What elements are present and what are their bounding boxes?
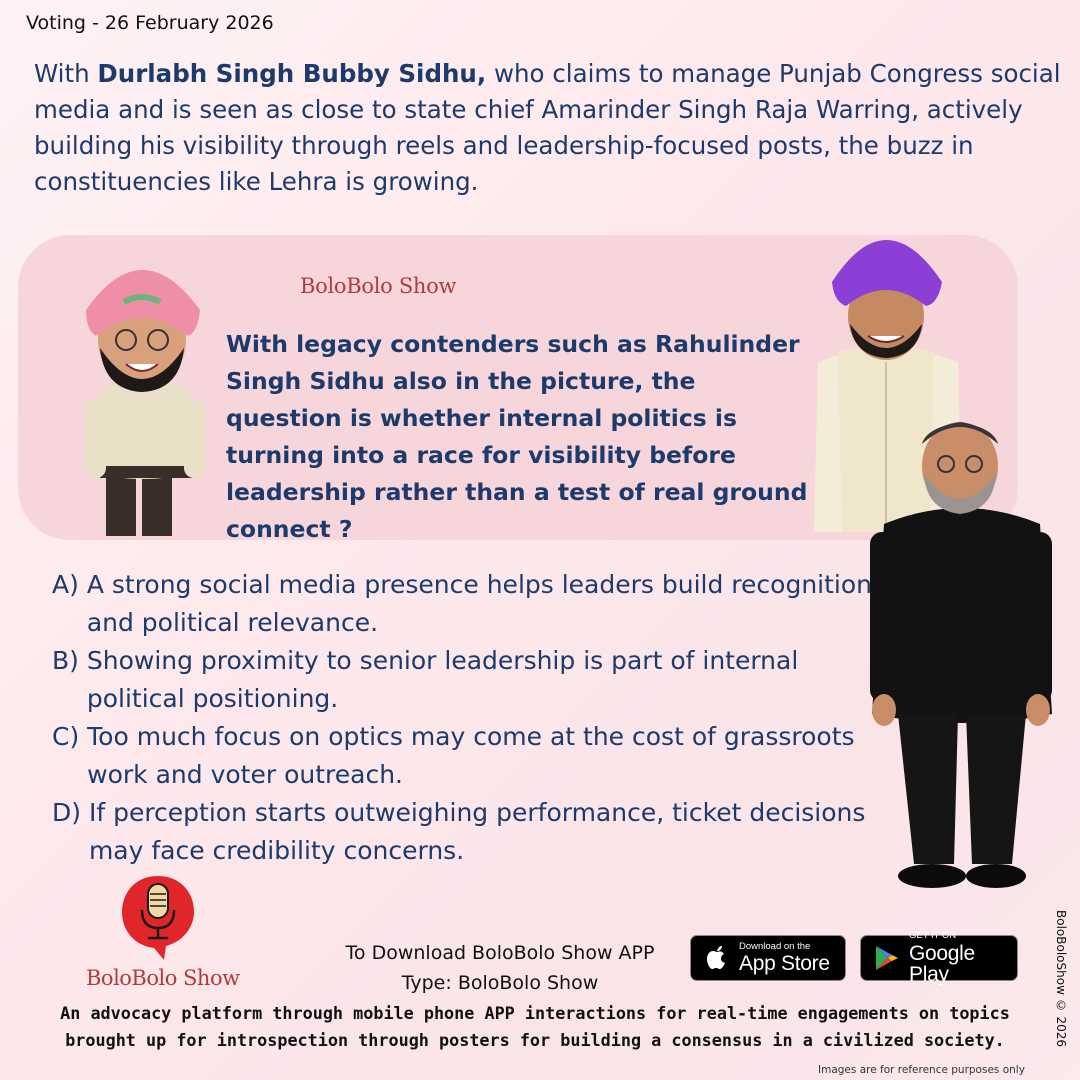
apple-icon bbox=[701, 943, 731, 973]
caricature-pink-turban bbox=[70, 240, 220, 540]
option-letter: A) bbox=[52, 570, 87, 599]
microphone-icon bbox=[118, 872, 198, 962]
download-instructions bbox=[330, 938, 670, 998]
brand-name-card: BoloBolo Show bbox=[300, 274, 457, 298]
intro-name: Durlabh Singh Bubby Sidhu, bbox=[97, 59, 487, 88]
option-letter: D) bbox=[52, 798, 89, 827]
option-letter: C) bbox=[52, 722, 88, 751]
date-line: Voting - 26 February 2026 bbox=[26, 12, 274, 34]
intro-text bbox=[34, 56, 1064, 200]
copyright: BoloBoloShow © 2026 bbox=[1054, 910, 1068, 1048]
app-store-small-label: Download on the bbox=[739, 940, 811, 952]
option-d[interactable] bbox=[52, 794, 872, 870]
intro-rest: who claims to manage Punjab Congress social media and is seen as close to state chief Amarinder Singh Raja Warring, actively building his visibility through reels and leadership-focused posts, the buzz in constituencies like Lehra is growing. bbox=[34, 59, 1061, 196]
intro-prefix: With bbox=[34, 59, 98, 88]
option-text: A strong social media presence helps leaders build recognition and political relevance. bbox=[86, 570, 872, 637]
option-text: Too much focus on optics may come at the cost of grassroots work and voter outreach. bbox=[87, 722, 855, 789]
google-play-small-label: GET IT ON bbox=[909, 930, 957, 942]
app-store-badge[interactable] bbox=[690, 935, 846, 981]
download-line-2: Type: BoloBolo Show bbox=[401, 972, 599, 994]
disclaimer: Images are for reference purposes only bbox=[818, 1064, 1025, 1076]
app-store-label: App Store bbox=[739, 952, 830, 976]
tagline: An advocacy platform through mobile phone APP interactions for real-time engagements on topics brought up for introspection through posters for building a consensus in a civilized society. bbox=[60, 1003, 1010, 1050]
option-c[interactable] bbox=[52, 718, 872, 794]
google-play-label: Google Play bbox=[909, 941, 975, 986]
google-play-icon bbox=[871, 943, 901, 973]
option-b[interactable] bbox=[52, 642, 872, 718]
option-text: Showing proximity to senior leadership is part of internal political positioning. bbox=[86, 646, 799, 713]
question-text: With legacy contenders such as Rahulinder Singh Sidhu also in the picture, the question is whether internal politics is turning into a race for visibility before leadership rather than a test of real ground connect ? bbox=[226, 330, 808, 543]
photo-man-black-kurta bbox=[862, 414, 1060, 892]
download-line-1: To Download BoloBolo Show APP bbox=[345, 942, 655, 964]
brand-name-footer: BoloBolo Show bbox=[86, 966, 240, 990]
option-letter: B) bbox=[52, 646, 87, 675]
google-play-badge[interactable] bbox=[860, 930, 1018, 986]
options-list bbox=[52, 566, 872, 870]
option-text: If perception starts outweighing performance, ticket decisions may face credibility concerns. bbox=[88, 798, 866, 865]
option-a[interactable] bbox=[52, 566, 872, 642]
